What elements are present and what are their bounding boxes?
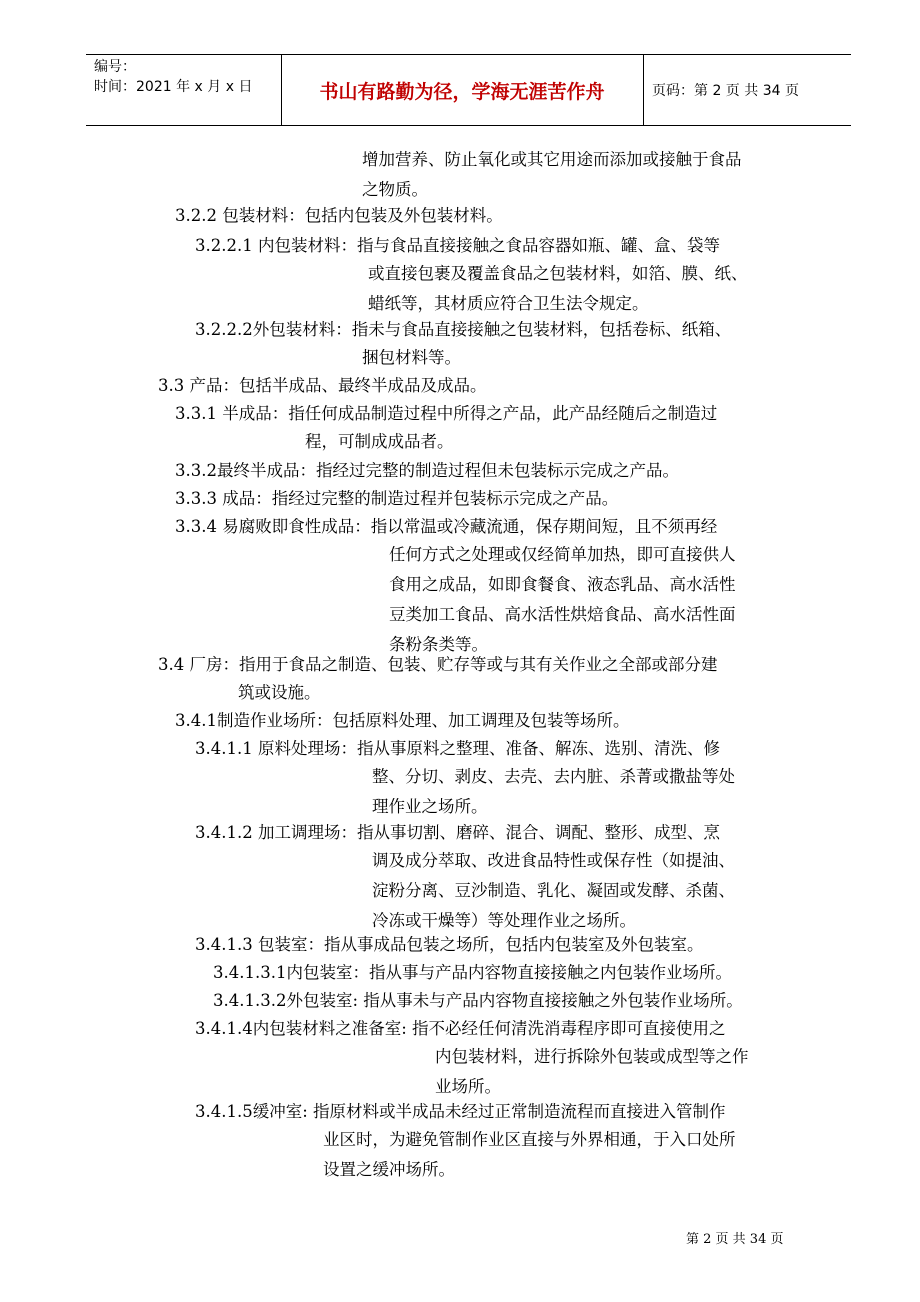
- text-line: 增加营养、防止氧化或其它用途而添加或接触于食品: [362, 150, 742, 169]
- text-line: 理作业之场所。: [372, 797, 488, 816]
- section-heading: [195, 315, 731, 345]
- text-line: 食用之成品，如即食餐食、液态乳品、高水活性: [389, 575, 736, 594]
- text-line: 3.2.2 包装材料：包括内包装及外包装材料。: [175, 206, 503, 225]
- paragraph: [435, 1042, 749, 1102]
- paragraph: [372, 846, 735, 936]
- text-line: 3.4.1.4内包装材料之准备室: 指不必经任何清洗消毒程序即可直接使用之: [195, 1019, 726, 1038]
- section-heading: [158, 371, 487, 401]
- page-header: [86, 54, 851, 126]
- section-heading: [175, 706, 629, 736]
- section-heading: [213, 986, 743, 1016]
- section-heading: [195, 231, 720, 261]
- paragraph: [362, 343, 461, 373]
- paragraph: [362, 145, 742, 205]
- section-heading: [175, 512, 717, 542]
- section-heading: [175, 484, 618, 514]
- text-line: 3.4.1.2 加工调理场：指从事切割、磨碎、混合、调配、整形、成型、烹: [195, 823, 720, 842]
- text-line: 调及成分萃取、改进食品特性或保存性（如提油、: [372, 851, 735, 870]
- paragraph: [372, 762, 735, 822]
- text-line: 设置之缓冲场所。: [323, 1160, 455, 1179]
- text-line: 3.4.1.3.1内包装室：指从事与产品内容物直接接触之内包装作业场所。: [213, 963, 732, 982]
- text-line: 3.4.1.5缓冲室: 指原材料或半成品未经过正常制造流程而直接进入管制作: [195, 1102, 726, 1121]
- text-line: 3.3.4 易腐败即食性成品：指以常温或冷藏流通，保存期间短，且不须再经: [175, 517, 718, 536]
- section-heading: [158, 650, 718, 680]
- text-line: 或直接包裹及覆盖食品之包装材料，如箔、膜、纸、: [368, 264, 748, 283]
- text-line: 程，可制成成品者。: [305, 432, 454, 451]
- text-line: 冷冻或干燥等）等处理作业之场所。: [372, 911, 636, 930]
- text-line: 3.3.2最终半成品：指经过完整的制造过程但未包装标示完成之产品。: [175, 461, 679, 480]
- text-line: 3.4.1制造作业场所：包括原料处理、加工调理及包装等场所。: [175, 711, 630, 730]
- text-line: 3.3.1 半成品：指任何成品制造过程中所得之产品，此产品经随后之制造过: [175, 404, 718, 423]
- section-heading: [175, 201, 503, 231]
- paragraph: [305, 427, 454, 457]
- text-line: 业场所。: [435, 1077, 501, 1096]
- text-line: 3.4.1.3 包装室：指从事成品包装之场所，包括内包装室及外包装室。: [195, 935, 704, 954]
- section-heading: [175, 399, 717, 429]
- text-line: 3.3.3 成品：指经过完整的制造过程并包装标示完成之产品。: [175, 489, 619, 508]
- text-line: 筑或设施。: [238, 683, 321, 702]
- header-motto: 书山有路勤为径，学海无涯苦作舟: [319, 80, 605, 103]
- text-line: 蜡纸等，其材质应符合卫生法令规定。: [368, 294, 649, 313]
- paragraph: [389, 540, 736, 660]
- section-heading: [175, 456, 679, 486]
- header-divider-right: [643, 55, 644, 125]
- text-line: 3.4.1.1 原料处理场：指从事原料之整理、准备、解冻、选别、清洗、修: [195, 739, 720, 758]
- text-line: 捆包材料等。: [362, 348, 461, 367]
- text-line: 3.4.1.3.2外包装室: 指从事未与产品内容物直接接触之外包装作业场所。: [213, 991, 743, 1010]
- paragraph: [238, 678, 321, 708]
- paragraph: [323, 1125, 736, 1185]
- text-line: 3.2.2.2外包装材料：指未与食品直接接触之包装材料，包括卷标、纸箱、: [195, 320, 732, 339]
- text-line: 任何方式之处理或仅经简单加热，即可直接供人: [389, 545, 736, 564]
- document-time: 时间：2021 年 x 月 x 日: [94, 79, 253, 95]
- text-line: 条粉条类等。: [389, 635, 488, 654]
- text-line: 淀粉分离、豆沙制造、乳化、凝固或发酵、杀菌、: [372, 881, 735, 900]
- section-heading: [213, 958, 732, 988]
- document-number-label: 编号：: [94, 59, 136, 75]
- text-line: 3.2.2.1 内包装材料：指与食品直接接触之食品容器如瓶、罐、盒、袋等: [195, 236, 720, 255]
- page-footer: 第 2 页 共 34 页: [686, 1232, 784, 1247]
- section-heading: [195, 818, 720, 848]
- section-heading: [195, 930, 703, 960]
- section-heading: [195, 1097, 726, 1127]
- header-meta: [94, 57, 252, 97]
- section-heading: [195, 734, 720, 764]
- text-line: 3.3 产品：包括半成品、最终半成品及成品。: [158, 376, 487, 395]
- text-line: 之物质。: [362, 180, 428, 199]
- text-line: 整、分切、剥皮、去壳、去内脏、杀菁或撒盐等处: [372, 767, 735, 786]
- text-line: 业区时，为避免管制作业区直接与外界相通，于入口处所: [323, 1130, 736, 1149]
- section-heading: [195, 1014, 726, 1044]
- text-line: 豆类加工食品、高水活性烘焙食品、高水活性面: [389, 605, 736, 624]
- text-line: 内包装材料，进行拆除外包装或成型等之作: [435, 1047, 749, 1066]
- paragraph: [368, 259, 748, 319]
- text-line: 3.4 厂房：指用于食品之制造、包装、贮存等或与其有关作业之全部或部分建: [158, 655, 718, 674]
- header-page-number: 页码：第 2 页 共 34 页: [652, 83, 799, 99]
